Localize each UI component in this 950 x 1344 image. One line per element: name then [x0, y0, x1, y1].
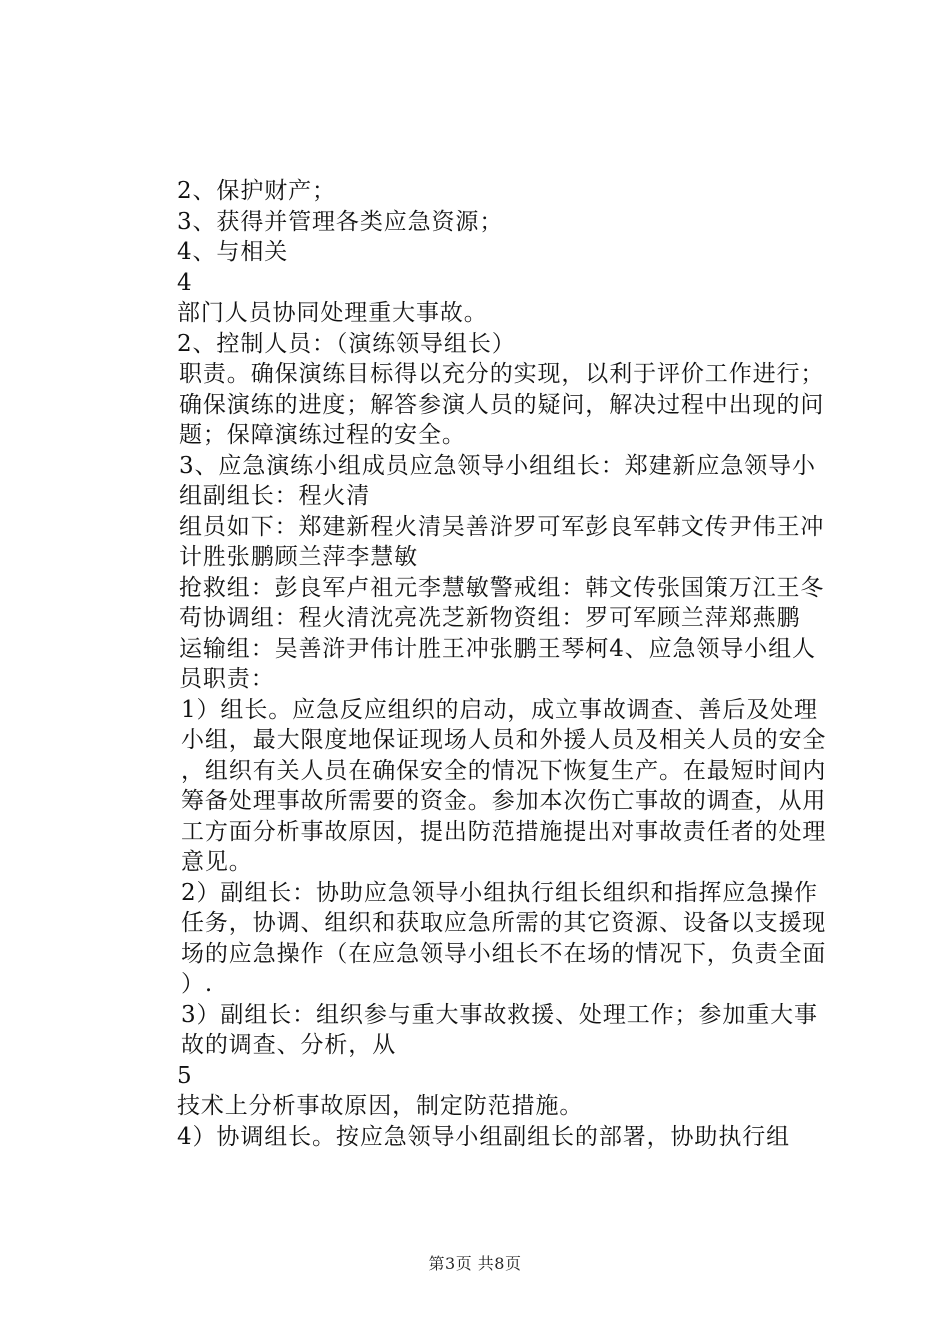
- paragraph-duties: 职责。确保演练目标得以充分的实现，以利于评价工作进行；确保演练的进度；解答参演人员的疑问，解决过程中出现的问题；保障演练过程的安全。: [179, 361, 825, 448]
- paragraph-team-leaders: 3、应急演练小组成员应急领导小组组长：郑建新应急领导小组副组长：程火清: [179, 452, 816, 509]
- paragraph-control-staff: 2、控制人员：（演练领导组长）: [177, 330, 516, 357]
- paragraph-transport-group: 运输组：吴善浒尹伟计胜王冲张鹏王琴柯4、应急领导小组人员职责：: [179, 635, 816, 692]
- paragraph-technical-analysis: 技术上分析事故原因，制定防范措施。: [177, 1093, 584, 1119]
- paragraph-with-related: 4、与相关: [177, 239, 289, 265]
- paragraph-deputy-duties-2: 3）副组长：组织参与重大事故救援、处理工作；参加重大事故的调查、分析，从: [181, 1001, 818, 1058]
- paragraph-groups: 抢救组：彭良军卢祖元李慧敏警戒组：韩文传张国策万江王冬苟协调组：程火清沈亮冼芝新物资组：罗可军顾兰萍郑燕鹏: [179, 574, 825, 631]
- page-number-marker: 4: [177, 269, 193, 296]
- page-footer: 第3页 共8页: [428, 1254, 522, 1273]
- paragraph-members: 组员如下：郑建新程火清吴善浒罗可军彭良军韩文传尹伟王冲计胜张鹏顾兰萍李慧敏: [179, 513, 825, 570]
- document-body: [133, 176, 833, 1152]
- paragraph-protect-property: 2、保护财产；: [177, 178, 336, 204]
- paragraph-deputy-duties-1: 2）副组长：协助应急领导小组执行组长组织和指挥应急操作任务，协调、组织和获取应急所需的其它资源、设备以支援现场的应急操作（在应急领导小组长不在场的情况下，负责全面）.: [181, 879, 827, 997]
- paragraph-leader-duties: 1）组长。应急反应组织的启动，成立事故调查、善后及处理小组，最大限度地保证现场人员和外援人员及相关人员的安全，组织有关人员在确保安全的情况下恢复生产。在最短时间内筹备处理事故所需要的资金。参加本次伤亡事故的调查，从用工方面分析事故原因，提出防范措施提出对事故责任者的处理意见。: [181, 696, 827, 875]
- paragraph-coordination-leader: 4）协调组长。按应急领导小组副组长的部署，协助执行组: [177, 1123, 791, 1150]
- paragraph-department-staff: 部门人员协同处理重大事故。: [177, 300, 488, 326]
- paragraph-obtain-resources: 3、获得并管理各类应急资源；: [177, 208, 504, 235]
- page-number-marker: 5: [177, 1062, 193, 1089]
